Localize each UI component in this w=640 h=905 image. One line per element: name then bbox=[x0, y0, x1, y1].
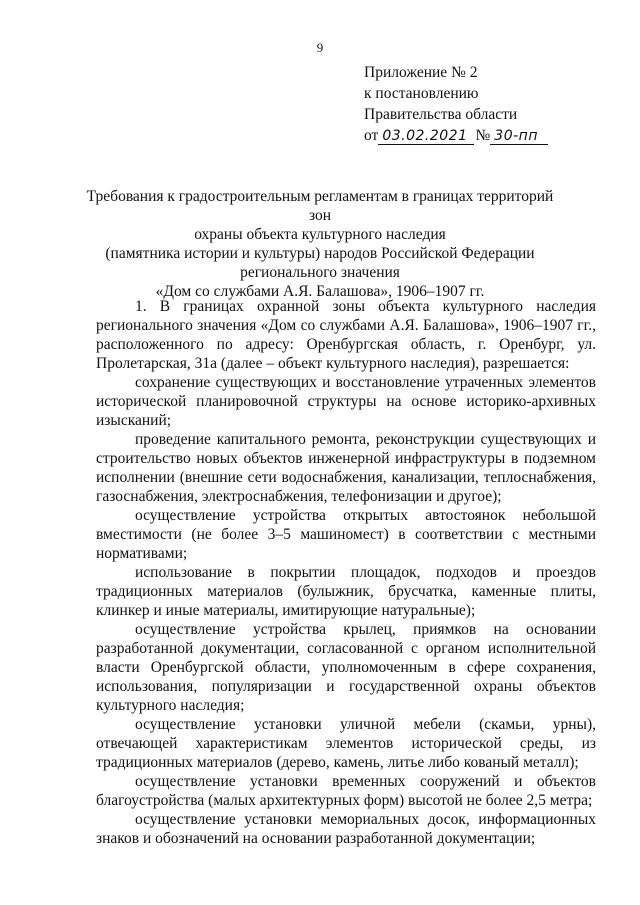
paragraph-item: осуществление установки мемориальных досок, информационных знаков и обозначений на основании разработанной документации; bbox=[96, 811, 596, 847]
paragraph-main-clause: 1. В границах охранной зоны объекта культурного наследия регионального значения «Дом со службами А.Я. Балашова», 1906–1907 гг., расположенного по адресу: Оренбургская область, г. Оренбург, ул. Пролетарская, 31а (далее – объект культурного наследия), разрешается: bbox=[96, 298, 596, 372]
handwritten-date: 03.02.2021 bbox=[378, 128, 473, 145]
title-line: (памятника истории и культуры) народов Российской Федерации bbox=[105, 245, 535, 262]
title-line: Требования к градостроительным регламентам в границах территорий зон bbox=[86, 188, 554, 224]
paragraph-item: осуществление устройства открытых автостоянок небольшой вместимости (не более 3–5 машиномест) в соответствии с местными нормативами; bbox=[96, 507, 596, 562]
handwritten-number: 30-пп bbox=[490, 128, 548, 145]
page-number: 9 bbox=[316, 40, 324, 55]
appendix-date-number bbox=[364, 125, 548, 146]
paragraph-item: сохранение существующих и восстановление утраченных элементов исторической планировочной структуры на основе историко-архивных изысканий; bbox=[96, 374, 596, 429]
date-prefix: от bbox=[364, 127, 379, 144]
paragraph-item: осуществление устройства крылец, приямков на основании разработанной документации, согласованной с органом исполнительной власти Оренбургской области, уполномоченным в сфере сохранения, использования, популяризации и государственной охраны объектов культурного наследия; bbox=[96, 621, 596, 714]
appendix-government-line: Правительства области bbox=[364, 106, 518, 123]
paragraph-item: осуществление установки уличной мебели (скамьи, урны), отвечающей характеристикам элементов исторической среды, из традиционных материалов (дерево, камень, литье либо кованый металл); bbox=[96, 716, 596, 771]
appendix-label: Приложение № 2 bbox=[364, 64, 478, 81]
paragraph-item: осуществление установки временных сооружений и объектов благоустройства (малых архитектурных форм) высотой не более 2,5 метра; bbox=[96, 773, 596, 809]
appendix-header bbox=[364, 62, 548, 146]
title-line: регионального значения bbox=[240, 264, 400, 281]
title-line: «Дом со службами А.Я. Балашова», 1906–1907 гг. bbox=[155, 283, 485, 300]
paragraph-item: проведение капитального ремонта, реконструкции существующих и строительство новых объектов инженерной инфраструктуры в подземном исполнении (внешние сети водоснабжения, канализации, теплоснабжения, газоснабжения, электроснабжения, телефонизации и другое); bbox=[96, 431, 596, 505]
title-line: охраны объекта культурного наследия bbox=[194, 226, 446, 243]
document-body bbox=[96, 297, 596, 848]
paragraph-item: использование в покрытии площадок, подходов и проездов традиционных материалов (булыжник, брусчатка, каменные плиты, клинкер и иные материалы, имитирующие натуральные); bbox=[96, 564, 596, 619]
number-prefix: № bbox=[475, 127, 491, 144]
appendix-decree-line: к постановлению bbox=[364, 85, 479, 102]
document-title bbox=[80, 187, 560, 301]
